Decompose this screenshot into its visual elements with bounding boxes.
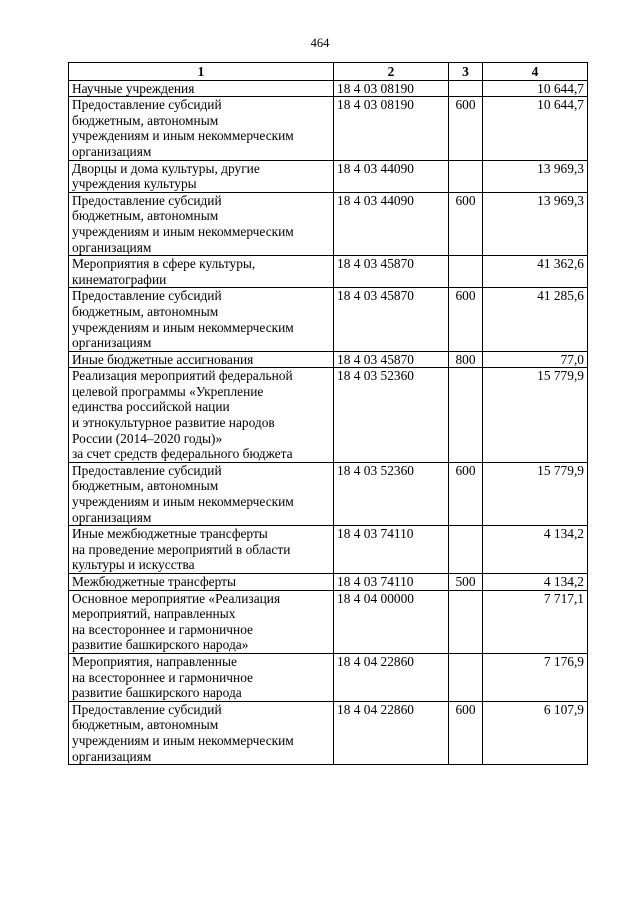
row-name-line: на всестороннее и гармоничное [72,669,254,685]
row-amount-cell: 77,0 [483,351,588,368]
row-name-line: Предоставление субсидий [72,462,222,478]
row-amount-cell: 6 107,9 [483,701,588,764]
row-code-cell: 18 4 03 08190 [334,80,449,97]
row-amount-cell: 10 644,7 [483,80,588,97]
row-amount-cell: 4 134,2 [483,526,588,574]
row-type-cell: 600 [449,701,483,764]
row-name-line: и этнокультурное развитие народов [72,415,275,431]
header-col-3: 3 [449,63,483,81]
row-name-line: единства российской нации [72,399,230,415]
table-row [69,288,588,351]
row-code-cell: 18 4 03 74110 [334,574,449,591]
row-type-cell [449,653,483,701]
row-name-cell [69,160,334,192]
table-row [69,368,588,463]
table-header-row [69,63,588,81]
row-code-cell: 18 4 04 22860 [334,701,449,764]
row-type-cell [449,160,483,192]
header-col-1: 1 [69,63,334,81]
row-name-line: за счет средств федерального бюджета [72,446,293,462]
row-name-line: организациям [72,335,152,351]
row-name-line: Предоставление субсидий [72,701,222,717]
row-name-line: организациям [72,748,152,764]
budget-table [68,62,588,765]
row-name-cell [69,526,334,574]
table-row [69,653,588,701]
row-name-line: организациям [72,239,152,255]
row-amount-cell: 13 969,3 [483,192,588,255]
row-name-cell [69,288,334,351]
row-name-cell [69,80,334,97]
row-type-cell: 600 [449,97,483,160]
row-amount-cell: 10 644,7 [483,97,588,160]
table-row [69,701,588,764]
row-code-cell: 18 4 03 52360 [334,368,449,463]
row-name-line: учреждениям и иным некоммерческим [72,128,294,144]
row-code-cell: 18 4 03 52360 [334,462,449,525]
row-name-line: бюджетным, автономным [72,112,219,128]
table-row [69,192,588,255]
row-amount-cell: 41 362,6 [483,256,588,288]
row-type-cell [449,526,483,574]
row-name-line: бюджетным, автономным [72,478,219,494]
row-name-line: кинематографии [72,271,167,287]
row-code-cell: 18 4 04 00000 [334,590,449,653]
row-name-line: развитие башкирского народа» [72,637,249,653]
row-name-cell [69,590,334,653]
row-type-cell [449,590,483,653]
row-name-line: Мероприятия в сфере культуры, [72,256,256,272]
row-name-line: Научные учреждения [72,80,195,96]
row-code-cell: 18 4 03 44090 [334,192,449,255]
row-name-line: на всестороннее и гармоничное [72,621,254,637]
row-name-cell [69,701,334,764]
table-body [69,80,588,765]
row-code-cell: 18 4 04 22860 [334,653,449,701]
table-row [69,574,588,591]
row-type-cell [449,368,483,463]
row-name-line: Предоставление субсидий [72,97,222,113]
row-code-cell: 18 4 03 44090 [334,160,449,192]
table-row [69,256,588,288]
row-type-cell [449,80,483,97]
row-code-cell: 18 4 03 74110 [334,526,449,574]
row-code-cell: 18 4 03 45870 [334,256,449,288]
row-name-line: бюджетным, автономным [72,208,219,224]
row-name-line: Межбюджетные трансферты [72,574,236,589]
row-name-line: учреждениям и иным некоммерческим [72,319,294,335]
row-amount-cell: 15 779,9 [483,368,588,463]
row-name-cell [69,97,334,160]
row-amount-cell: 15 779,9 [483,462,588,525]
row-amount-cell: 7 176,9 [483,653,588,701]
row-type-cell: 800 [449,351,483,368]
row-type-cell: 600 [449,192,483,255]
row-type-cell [449,256,483,288]
row-name-cell [69,256,334,288]
row-name-line: организациям [72,509,152,525]
table-row [69,160,588,192]
row-type-cell: 500 [449,574,483,591]
row-amount-cell: 4 134,2 [483,574,588,591]
row-name-line: Реализация мероприятий федеральной [72,368,293,384]
row-name-cell [69,351,334,368]
page-number: 464 [310,36,330,50]
table-row [69,80,588,97]
row-name-line: Предоставление субсидий [72,192,222,208]
row-name-cell [69,574,334,591]
row-name-line: на проведение мероприятий в области [72,541,291,557]
row-name-line: Предоставление субсидий [72,288,222,304]
row-name-line: бюджетным, автономным [72,303,219,319]
row-name-line: Иные межбюджетные трансферты [72,526,268,542]
table-row [69,590,588,653]
row-name-line: культуры и искусства [72,557,195,573]
row-amount-cell: 13 969,3 [483,160,588,192]
table-row [69,462,588,525]
row-name-line: учреждения культуры [72,176,197,192]
row-name-line: Основное мероприятие «Реализация [72,590,281,606]
header-col-2: 2 [334,63,449,81]
row-type-cell: 600 [449,462,483,525]
row-name-line: целевой программы «Укрепление [72,383,264,399]
row-name-line: мероприятий, направленных [72,606,236,622]
row-amount-cell: 7 717,1 [483,590,588,653]
table-row [69,351,588,368]
row-name-cell [69,653,334,701]
row-name-line: бюджетным, автономным [72,717,219,733]
table-row [69,526,588,574]
row-name-line: учреждениям и иным некоммерческим [72,223,294,239]
row-name-cell [69,192,334,255]
header-col-4: 4 [483,63,588,81]
row-amount-cell: 41 285,6 [483,288,588,351]
row-name-line: Иные бюджетные ассигнования [72,351,254,367]
row-code-cell: 18 4 03 08190 [334,97,449,160]
row-name-line: Дворцы и дома культуры, другие [72,160,260,176]
row-name-line: развитие башкирского народа [72,685,242,701]
row-name-line: учреждениям и иным некоммерческим [72,494,294,510]
row-name-line: организациям [72,143,152,159]
row-name-line: учреждениям и иным некоммерческим [72,732,294,748]
row-name-cell [69,462,334,525]
row-name-line: Мероприятия, направленные [72,653,237,669]
table-row [69,97,588,160]
row-name-cell [69,368,334,463]
row-name-line: России (2014–2020 годы)» [72,430,223,446]
row-code-cell: 18 4 03 45870 [334,288,449,351]
row-type-cell: 600 [449,288,483,351]
row-code-cell: 18 4 03 45870 [334,351,449,368]
